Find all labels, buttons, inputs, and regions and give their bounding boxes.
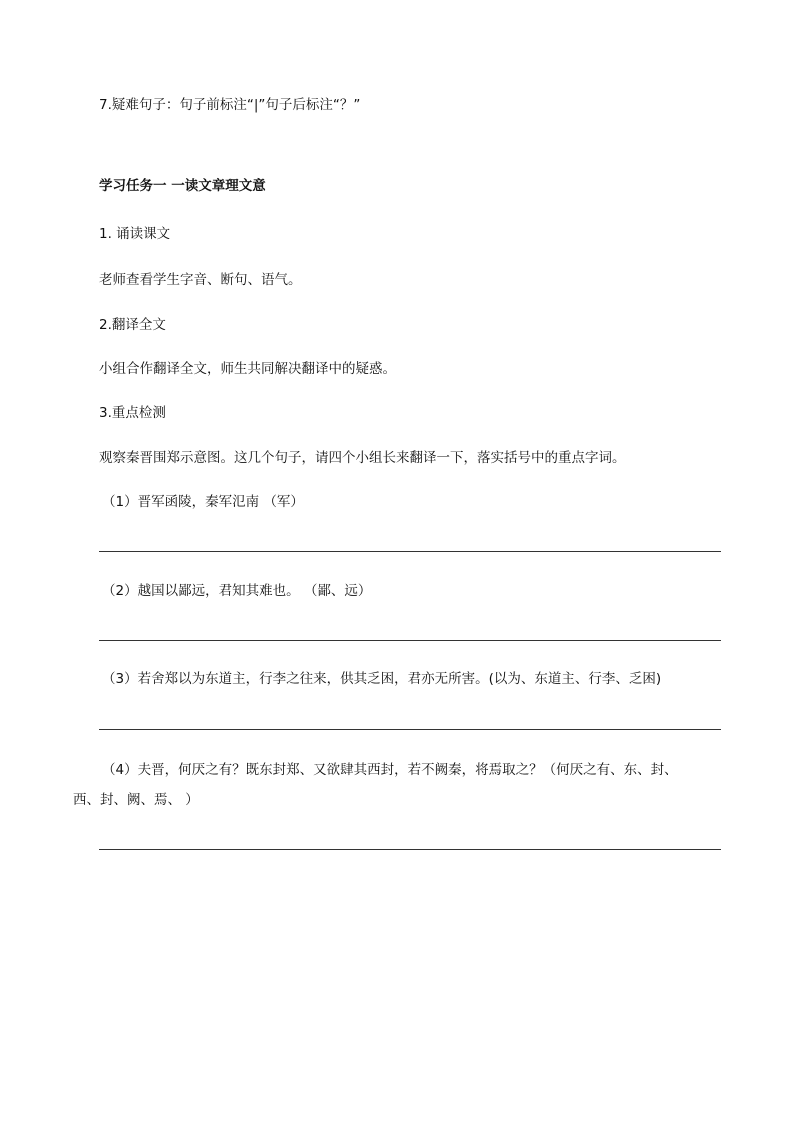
question-3: （3）若舍郑以为东道主，行李之往来，供其乏困，君亦无所害。(以为、东道主、行李、乏困) <box>102 671 662 687</box>
answer-line-1[interactable] <box>99 551 721 552</box>
question-4-line-1: （4）夫晋，何厌之有？既东封郑、又欲肆其西封，若不阙秦，将焉取之？（何厌之有、东、封、 <box>102 762 678 778</box>
question-2: （2）越国以鄙远，君知其难也。 （鄙、远） <box>102 583 372 599</box>
question-4-line-2: 西、封、阙、焉、 ） <box>73 792 199 808</box>
step2-heading: 2.翻译全文 <box>99 317 166 333</box>
step2-text: 小组合作翻译全文，师生共同解决翻译中的疑惑。 <box>99 361 396 377</box>
answer-line-4[interactable] <box>99 849 721 850</box>
task1-heading: 学习任务一 一读文章理文意 <box>99 178 266 194</box>
step1-text: 老师查看学生字音、断句、语气。 <box>99 272 302 288</box>
step3-heading: 3.重点检测 <box>99 405 166 421</box>
question-1: （1）晋军函陵，秦军氾南 （军） <box>102 494 304 510</box>
answer-line-3[interactable] <box>99 729 721 730</box>
step3-text: 观察秦晋围郑示意图。这几个句子，请四个小组长来翻译一下，落实括号中的重点字词。 <box>99 450 626 466</box>
step1-heading: 1. 诵读课文 <box>99 226 171 242</box>
note-difficult-sentences: 7.疑难句子：句子前标注“|”句子后标注“？” <box>99 97 361 113</box>
answer-line-2[interactable] <box>99 640 721 641</box>
